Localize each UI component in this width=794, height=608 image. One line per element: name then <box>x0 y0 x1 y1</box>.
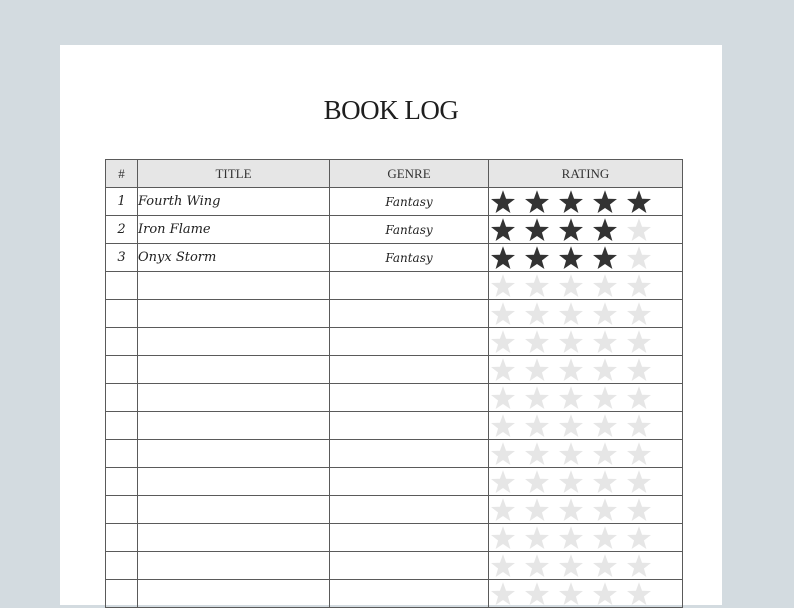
star-empty-icon[interactable] <box>523 525 551 551</box>
star-rating[interactable] <box>489 245 682 271</box>
rating-cell <box>489 272 683 300</box>
genre-cell[interactable] <box>330 328 489 356</box>
star-empty-icon[interactable] <box>557 273 585 299</box>
star-empty-icon[interactable] <box>625 497 653 523</box>
star-empty-icon[interactable] <box>489 581 517 607</box>
star-rating[interactable] <box>489 581 682 607</box>
star-empty-icon[interactable] <box>523 273 551 299</box>
rating-cell <box>489 552 683 580</box>
star-empty-icon[interactable] <box>489 497 517 523</box>
page-title: BOOK LOG <box>323 95 459 125</box>
star-empty-icon[interactable] <box>557 497 585 523</box>
star-empty-icon[interactable] <box>523 581 551 607</box>
star-rating[interactable] <box>489 385 682 411</box>
book-title-cell[interactable]: Fourth Wing <box>138 188 330 216</box>
row-number[interactable] <box>106 580 138 608</box>
rating-cell <box>489 356 683 384</box>
star-empty-icon[interactable] <box>523 329 551 355</box>
rating-cell <box>489 496 683 524</box>
rating-cell <box>489 244 683 272</box>
table-row <box>106 412 683 440</box>
row-number[interactable] <box>106 440 138 468</box>
header-rating: RATING <box>489 160 683 188</box>
row-number[interactable] <box>106 552 138 580</box>
book-title-cell[interactable] <box>138 300 330 328</box>
row-number[interactable] <box>106 384 138 412</box>
star-empty-icon[interactable] <box>557 413 585 439</box>
star-rating[interactable] <box>489 329 682 355</box>
row-number[interactable] <box>106 272 138 300</box>
star-empty-icon[interactable] <box>523 357 551 383</box>
genre-cell[interactable] <box>330 496 489 524</box>
genre-cell[interactable] <box>330 524 489 552</box>
rating-cell <box>489 580 683 608</box>
star-empty-icon[interactable] <box>523 497 551 523</box>
star-empty-icon[interactable] <box>591 385 619 411</box>
header-genre: GENRE <box>330 160 489 188</box>
star-rating[interactable] <box>489 413 682 439</box>
genre-cell[interactable] <box>330 580 489 608</box>
star-filled-icon[interactable] <box>489 245 517 271</box>
row-number[interactable] <box>106 468 138 496</box>
star-empty-icon[interactable] <box>489 469 517 495</box>
row-number[interactable]: 3 <box>106 244 138 272</box>
star-empty-icon[interactable] <box>557 329 585 355</box>
star-filled-icon[interactable] <box>489 217 517 243</box>
rating-cell <box>489 328 683 356</box>
star-filled-icon[interactable] <box>591 217 619 243</box>
row-number[interactable]: 1 <box>106 188 138 216</box>
star-empty-icon[interactable] <box>625 357 653 383</box>
star-filled-icon[interactable] <box>557 245 585 271</box>
row-number[interactable] <box>106 496 138 524</box>
star-empty-icon[interactable] <box>523 553 551 579</box>
rating-cell <box>489 468 683 496</box>
rating-cell <box>489 216 683 244</box>
star-empty-icon[interactable] <box>625 413 653 439</box>
table-row <box>106 188 683 216</box>
book-title-cell[interactable] <box>138 356 330 384</box>
star-rating[interactable] <box>489 357 682 383</box>
star-filled-icon[interactable] <box>591 189 619 215</box>
table-row <box>106 216 683 244</box>
star-empty-icon[interactable] <box>591 581 619 607</box>
star-empty-icon[interactable] <box>489 385 517 411</box>
table-row <box>106 440 683 468</box>
star-empty-icon[interactable] <box>557 469 585 495</box>
star-rating[interactable] <box>489 217 682 243</box>
row-number[interactable] <box>106 356 138 384</box>
table-row <box>106 356 683 384</box>
star-empty-icon[interactable] <box>591 413 619 439</box>
book-title-cell[interactable] <box>138 496 330 524</box>
table-row <box>106 524 683 552</box>
book-title-cell[interactable]: Onyx Storm <box>138 244 330 272</box>
star-empty-icon[interactable] <box>523 385 551 411</box>
star-empty-icon[interactable] <box>489 525 517 551</box>
row-number[interactable]: 2 <box>106 216 138 244</box>
star-empty-icon[interactable] <box>557 525 585 551</box>
table-row <box>106 580 683 608</box>
star-filled-icon[interactable] <box>625 189 653 215</box>
star-empty-icon[interactable] <box>557 581 585 607</box>
star-empty-icon[interactable] <box>591 329 619 355</box>
rating-cell <box>489 412 683 440</box>
star-empty-icon[interactable] <box>489 329 517 355</box>
star-empty-icon[interactable] <box>489 413 517 439</box>
star-empty-icon[interactable] <box>625 273 653 299</box>
table-row <box>106 244 683 272</box>
star-filled-icon[interactable] <box>523 189 551 215</box>
star-empty-icon[interactable] <box>523 469 551 495</box>
star-empty-icon[interactable] <box>625 469 653 495</box>
star-empty-icon[interactable] <box>591 357 619 383</box>
book-title-cell[interactable] <box>138 468 330 496</box>
rating-cell <box>489 524 683 552</box>
star-rating[interactable] <box>489 469 682 495</box>
table-header-row <box>106 160 683 188</box>
star-empty-icon[interactable] <box>523 301 551 327</box>
star-empty-icon[interactable] <box>557 357 585 383</box>
star-rating[interactable] <box>489 553 682 579</box>
row-number[interactable] <box>106 300 138 328</box>
genre-cell[interactable] <box>330 300 489 328</box>
row-number[interactable] <box>106 524 138 552</box>
genre-cell[interactable] <box>330 440 489 468</box>
star-empty-icon[interactable] <box>489 553 517 579</box>
book-title-cell[interactable] <box>138 552 330 580</box>
book-log-table <box>105 159 683 608</box>
star-empty-icon[interactable] <box>625 329 653 355</box>
star-rating[interactable] <box>489 525 682 551</box>
star-empty-icon[interactable] <box>557 553 585 579</box>
star-filled-icon[interactable] <box>523 217 551 243</box>
table-row <box>106 552 683 580</box>
rating-cell <box>489 300 683 328</box>
star-empty-icon[interactable] <box>625 217 653 243</box>
star-empty-icon[interactable] <box>591 525 619 551</box>
star-filled-icon[interactable] <box>489 189 517 215</box>
genre-cell[interactable] <box>330 384 489 412</box>
book-title-cell[interactable] <box>138 272 330 300</box>
star-rating[interactable] <box>489 441 682 467</box>
star-empty-icon[interactable] <box>591 301 619 327</box>
star-rating[interactable] <box>489 189 682 215</box>
row-number[interactable] <box>106 328 138 356</box>
genre-cell[interactable] <box>330 356 489 384</box>
genre-cell[interactable]: Fantasy <box>330 216 489 244</box>
book-log-page <box>60 45 722 605</box>
book-title-cell[interactable] <box>138 384 330 412</box>
star-filled-icon[interactable] <box>591 245 619 271</box>
book-title-cell[interactable] <box>138 524 330 552</box>
star-empty-icon[interactable] <box>489 301 517 327</box>
star-rating[interactable] <box>489 497 682 523</box>
star-empty-icon[interactable] <box>489 441 517 467</box>
star-empty-icon[interactable] <box>489 273 517 299</box>
genre-cell[interactable] <box>330 272 489 300</box>
star-empty-icon[interactable] <box>523 413 551 439</box>
star-filled-icon[interactable] <box>523 245 551 271</box>
star-rating[interactable] <box>489 273 682 299</box>
table-row <box>106 496 683 524</box>
star-filled-icon[interactable] <box>557 189 585 215</box>
table-row <box>106 468 683 496</box>
star-filled-icon[interactable] <box>557 217 585 243</box>
table-row <box>106 328 683 356</box>
star-empty-icon[interactable] <box>489 357 517 383</box>
header-title: TITLE <box>138 160 330 188</box>
star-empty-icon[interactable] <box>625 245 653 271</box>
genre-cell[interactable] <box>330 552 489 580</box>
genre-cell[interactable]: Fantasy <box>330 244 489 272</box>
star-empty-icon[interactable] <box>557 385 585 411</box>
star-empty-icon[interactable] <box>557 301 585 327</box>
book-title-cell[interactable] <box>138 412 330 440</box>
table-body <box>106 188 683 608</box>
book-title-cell[interactable] <box>138 580 330 608</box>
star-empty-icon[interactable] <box>591 469 619 495</box>
table-row <box>106 272 683 300</box>
star-empty-icon[interactable] <box>625 581 653 607</box>
rating-cell <box>489 440 683 468</box>
book-title-cell[interactable] <box>138 328 330 356</box>
table-row <box>106 384 683 412</box>
header-number: # <box>106 160 138 188</box>
star-empty-icon[interactable] <box>591 273 619 299</box>
genre-cell[interactable] <box>330 468 489 496</box>
star-empty-icon[interactable] <box>625 553 653 579</box>
genre-cell[interactable]: Fantasy <box>330 188 489 216</box>
row-number[interactable] <box>106 412 138 440</box>
star-empty-icon[interactable] <box>625 525 653 551</box>
star-empty-icon[interactable] <box>591 553 619 579</box>
table-row <box>106 300 683 328</box>
star-empty-icon[interactable] <box>625 301 653 327</box>
book-title-cell[interactable]: Iron Flame <box>138 216 330 244</box>
star-empty-icon[interactable] <box>523 441 551 467</box>
rating-cell <box>489 384 683 412</box>
rating-cell <box>489 188 683 216</box>
star-empty-icon[interactable] <box>625 441 653 467</box>
genre-cell[interactable] <box>330 412 489 440</box>
star-empty-icon[interactable] <box>591 497 619 523</box>
book-title-cell[interactable] <box>138 440 330 468</box>
star-empty-icon[interactable] <box>625 385 653 411</box>
star-empty-icon[interactable] <box>591 441 619 467</box>
star-rating[interactable] <box>489 301 682 327</box>
star-empty-icon[interactable] <box>557 441 585 467</box>
